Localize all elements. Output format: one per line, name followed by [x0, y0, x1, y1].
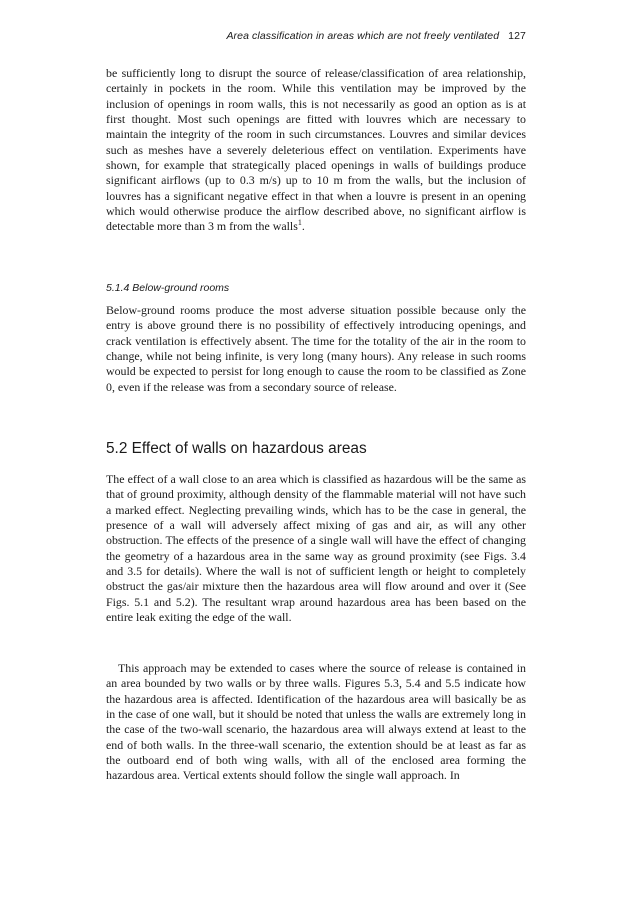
page-number: 127 — [508, 30, 526, 42]
footnote-reference: 1 — [297, 218, 302, 228]
paragraph-wall-effect: The effect of a wall close to an area which is classified as hazardous will be the same as that of ground proximity, although density of the flammable material will not have such a marked effect. Neglecting prevailing winds, which has to be the case in general, the presence of a wall will adversely affect mixing of gas and air, as will any other obstruction. The effects of the presence of a single wall will have the effect of changing the geometry of a hazardous area in the same way as ground proximity (see Figs. 3.4 and 3.5 for details). Where the wall is not of sufficient length or height to completely obstruct the gas/air mixture then the hazardous area will flow around and over it (See Figs. 5.1 and 5.2). The resultant wrap around hazardous area has been based on the entire leak exiting the edge of the wall. — [106, 472, 526, 625]
paragraph-ventilation-openings — [106, 66, 526, 235]
running-header — [106, 30, 526, 42]
paragraph-multi-wall: This approach may be extended to cases where the source of release is contained in an area bounded by two walls or by three walls. Figures 5.3, 5.4 and 5.5 indicate how the hazardous area is affected. Identification of the hazardous area will basically be as in the case of one wall, but it should be noted that unless the walls are extremely long in the case of the two-wall scenario, the hazardous area will always extend at least to the end of both walls. In the three-wall scenario, the extention should be at least as far as the outboard end of both wing walls, with all of the enclosed area forming the hazardous area. Vertical extents should follow the single wall approach. In — [106, 661, 526, 783]
section-heading: 5.2 Effect of walls on hazardous areas — [106, 440, 367, 457]
paragraph-end: . — [301, 219, 305, 234]
paragraph-below-ground-rooms: Below-ground rooms produce the most adverse situation possible because only the entry is above ground there is no possibility of effectively introducing openings, and crack ventilation is effectively absent. The time for the totality of the air in the room to change, while not being infinite, is very long (many hours). Any release in such rooms would be expected to persist for long enough to cause the room to be classified as Zone 0, even if the release was from a secondary source of release. — [106, 303, 526, 394]
paragraph-text: be sufficiently long to disrupt the source of release/classification of area relationship, certainly in pockets in the room. While this ventilation may be improved by the inclusion of openings in room walls, this is not necessarily as good an option as is at first thought. Most such openings are fitted with louvres which are necessary to maintain the integrity of the room in such circumstances. Louvres and similar devices such as meshes have a severely deleterious effect on ventilation. Experiments have shown, for example that strategically placed openings in walls of buildings produce significant airflows (up to 0.3 m/s) up to 10 m from the walls, but the inclusion of louvres has a significant negative effect in that when a louvre is present in an opening which would otherwise produce the airflow described above, no significant airflow is detectable more than 3 m from the walls — [106, 66, 526, 234]
subsection-heading: 5.1.4 Below-ground rooms — [106, 282, 230, 294]
running-title: Area classification in areas which are not freely ventilated — [226, 30, 500, 42]
